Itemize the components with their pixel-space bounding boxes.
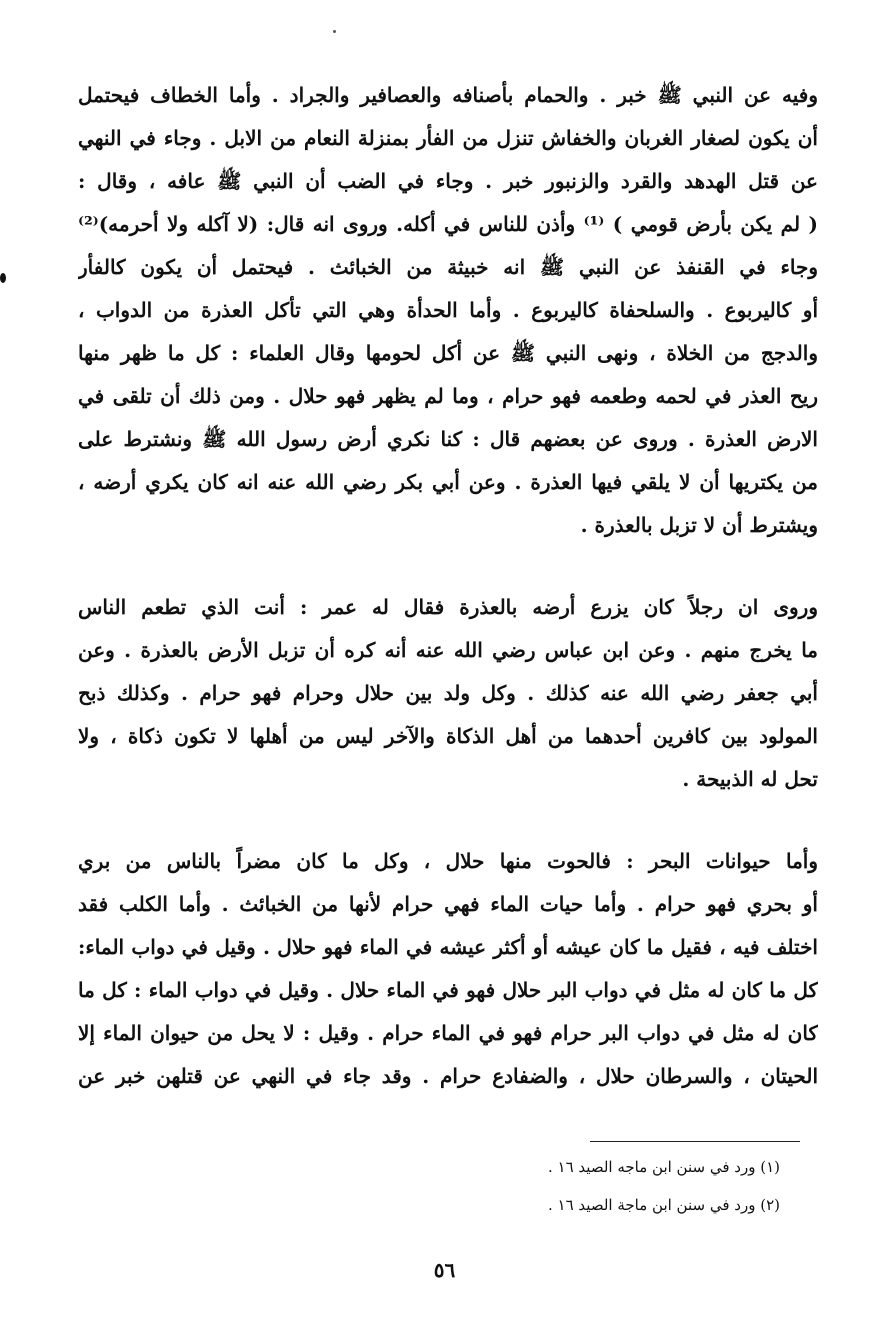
page-number: ٥٦: [433, 1258, 456, 1282]
body-line: كل ما كان له مثل في دواب البر حلال فهو في الماء حلال . وقيل في دواب الماء : كل ما: [78, 978, 818, 1002]
body-line: وروى ان رجلاً كان يزرع أرضه بالعذرة فقال له عمر : أنت الذي تطعم الناس: [78, 595, 818, 619]
body-line: كان له مثل في دواب البر حرام فهو في الماء حرام . وقيل : لا يحل من حيوان الماء إلا: [78, 1021, 818, 1045]
scan-dot: [333, 30, 336, 33]
body-line: الارض العذرة . وروى عن بعضهم قال : كنا نكري أرض رسول الله ﷺ ونشترط على: [78, 427, 818, 451]
body-line: من يكتريها أن لا يلقي فيها العذرة . وعن أبي بكر رضي الله عنه انه كان يكري أرضه ،: [78, 470, 818, 494]
body-line: اختلف فيه ، فقيل ما كان عيشه أو أكثر عيشه في الماء فهو حلال . وقيل في دواب الماء:: [78, 935, 818, 959]
scan-edge-mark: [0, 273, 6, 283]
body-line: تحل له الذبيحة .: [682, 767, 818, 791]
body-line: ما يخرج منهم . وعن ابن عباس رضي الله عنه أنه كره أن تزبل الأرض بالعذرة . وعن: [78, 638, 818, 662]
body-line: ( لم يكن بأرض قومي ) ⁽¹⁾ وأذن للناس في أكله. وروى انه قال: (لا آكله ولا أحرمه)⁽²⁾: [78, 212, 818, 236]
body-line: والدجج من الخلاة ، ونهى النبي ﷺ عن أكل لحومها وقال العلماء : كل ما ظهر منها: [78, 341, 818, 365]
body-line: عن قتل الهدهد والقرد والزنبور خبر . وجاء في الضب أن النبي ﷺ عافه ، وقال :: [78, 169, 818, 193]
body-line: أن يكون لصغار الغربان والخفاش تنزل من الفأر بمنزلة النعام من الابل . وجاء في النهي: [78, 126, 818, 150]
footnote: (١) ورد في سنن ابن ماجه الصيد ١٦ .: [547, 1158, 780, 1176]
body-line: أو كاليربوع . والسلحفاة كاليربوع . وأما الحدأة وهي التي تأكل العذرة من الدواب ،: [78, 298, 818, 322]
body-line: الحيتان ، والسرطان حلال ، والضفادع حرام . وقد جاء في النهي عن قتلهن خبر عن: [78, 1064, 818, 1088]
body-line: ويشترط أن لا تزبل بالعذرة .: [580, 513, 818, 537]
body-line: أبي جعفر رضي الله عنه كذلك . وكل ولد بين حلال وحرام فهو حرام . وكذلك ذبح: [78, 681, 818, 705]
footnote: (٢) ورد في سنن ابن ماجة الصيد ١٦ .: [547, 1196, 780, 1214]
body-line: أو بحري فهو حرام . وأما حيات الماء فهي حرام لأنها من الخبائث . وأما الكلب فقد: [78, 892, 818, 916]
body-line: المولود بين كافرين أحدهما من أهل الذكاة والآخر ليس من أهلها لا تكون ذكاة ، ولا: [78, 724, 818, 748]
footnote-separator: [590, 1141, 800, 1142]
body-line: ريح العذر في لحمه وطعمه فهو حرام ، وما لم يظهر فهو حلال . ومن ذلك أن تلقى في: [78, 384, 818, 408]
body-line: وأما حيوانات البحر : فالحوت منها حلال ، وكل ما كان مضراً بالناس من بري: [78, 849, 818, 873]
body-line: وجاء في القنفذ عن النبي ﷺ انه خبيثة من الخبائث . فيحتمل أن يكون كالفأر: [78, 255, 818, 279]
body-line: وفيه عن النبي ﷺ خبر . والحمام بأصنافه والعصافير والجراد . وأما الخطاف فيحتمل: [78, 83, 818, 107]
